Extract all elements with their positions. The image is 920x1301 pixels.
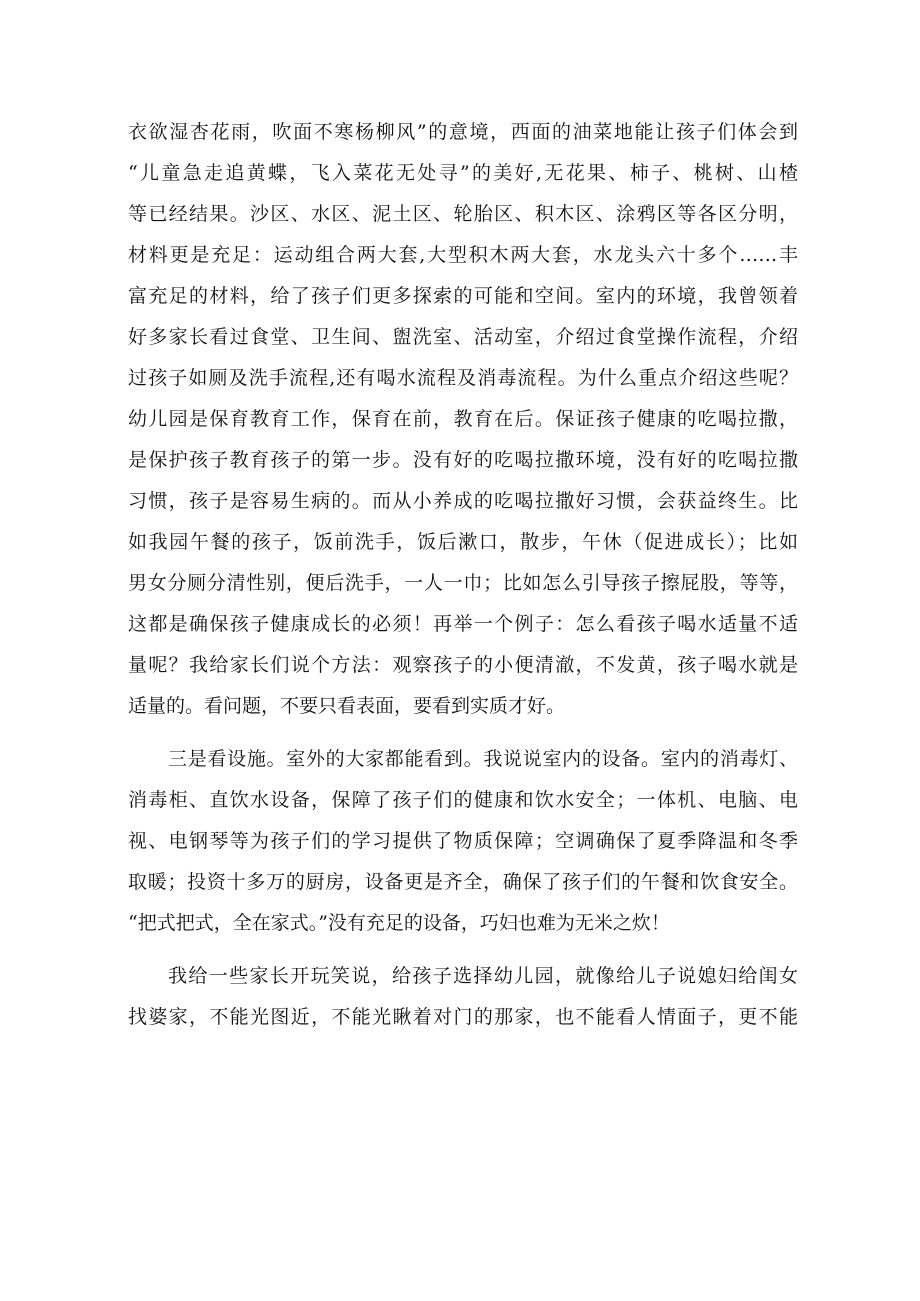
text-line: 好多家长看过食堂、卫生间、盥洗室、活动室，介绍过食堂操作流程，介绍: [128, 326, 798, 348]
document-body: [128, 112, 798, 1038]
text-line: 这都是确保孩子健康成长的必须！再举一个例子：怎么看孩子喝水适量不适: [128, 613, 798, 635]
text-line: 等已经结果。沙区、水区、泥土区、轮胎区、积木区、涂鸦区等各区分明，: [128, 203, 798, 225]
text-line: 幼儿园是保育教育工作，保育在前，教育在后。保证孩子健康的吃喝拉撒，: [128, 408, 798, 430]
text-line: 材料更是充足：运动组合两大套,大型积木两大套，水龙头六十多个……丰: [128, 244, 798, 266]
text-line: 量呢？我给家长们说个方法：观察孩子的小便清澈，不发黄，孩子喝水就是: [128, 654, 798, 676]
paragraph-3: [128, 956, 798, 1038]
text-line: 男女分厕分清性别，便后洗手，一人一巾；比如怎么引导孩子擦屁股，等等，: [128, 572, 798, 594]
text-line: “儿童急走追黄蝶，飞入菜花无处寻”的美好,无花果、柿子、桃树、山楂: [128, 162, 798, 184]
text-line: 过孩子如厕及洗手流程,还有喝水流程及消毒流程。为什么重点介绍这些呢？: [128, 367, 798, 389]
text-line: 是保护孩子教育孩子的第一步。没有好的吃喝拉撒环境，没有好的吃喝拉撒: [128, 449, 798, 471]
text-line: 消毒柜、直饮水设备，保障了孩子们的健康和饮水安全；一体机、电脑、电: [128, 789, 798, 811]
paragraph-2: [128, 739, 798, 944]
paragraph-1: [128, 112, 798, 727]
paragraph-gap: [128, 727, 798, 739]
text-line: “把式把式，全在家式。”没有充足的设备，巧妇也难为无米之炊！: [128, 912, 670, 934]
paragraph-gap: [128, 944, 798, 956]
text-line: 衣欲湿杏花雨，吹面不寒杨柳风”的意境，西面的油菜地能让孩子们体会到: [128, 121, 798, 143]
text-line: 找婆家，不能光图近，不能光瞅着对门的那家，也不能看人情面子，更不能: [128, 1006, 798, 1028]
text-line: 如我园午餐的孩子，饭前洗手，饭后漱口，散步，午休（促进成长）；比如: [128, 531, 798, 553]
text-line: 取暖；投资十多万的厨房，设备更是齐全，确保了孩子们的午餐和饮食安全。: [128, 871, 798, 893]
text-line: 三是看设施。室外的大家都能看到。我说说室内的设备。室内的消毒灯、: [168, 748, 798, 770]
text-line: 富充足的材料，给了孩子们更多探索的可能和空间。室内的环境，我曾领着: [128, 285, 798, 307]
text-line: 视、电钢琴等为孩子们的学习提供了物质保障；空调确保了夏季降温和冬季: [128, 830, 798, 852]
text-line: 适量的。看问题，不要只看表面，要看到实质才好。: [128, 695, 566, 717]
text-line: 习惯，孩子是容易生病的。而从小养成的吃喝拉撒好习惯，会获益终生。比: [128, 490, 798, 512]
text-line: 我给一些家长开玩笑说，给孩子选择幼儿园，就像给儿子说媳妇给闺女: [168, 965, 798, 987]
